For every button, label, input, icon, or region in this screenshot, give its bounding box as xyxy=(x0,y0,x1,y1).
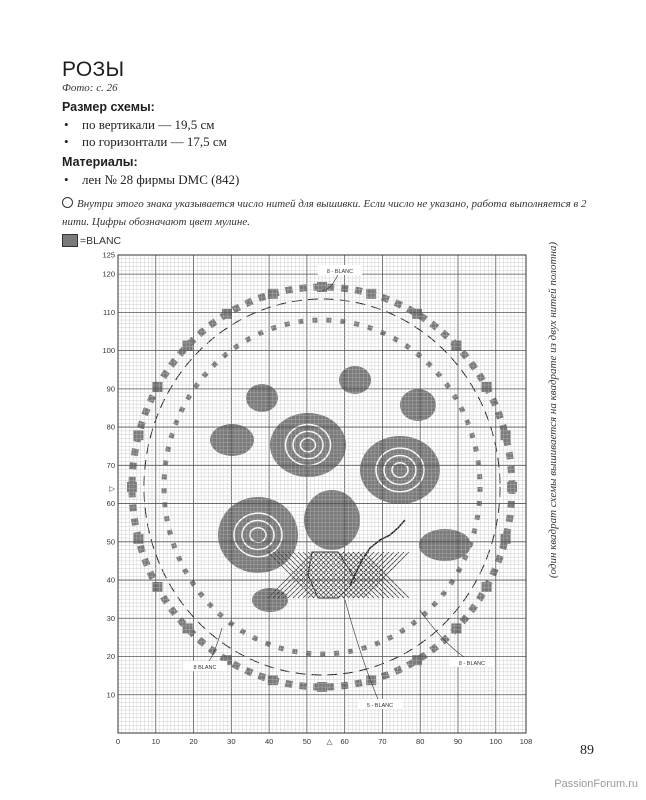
x-tick-label: 60 xyxy=(340,737,349,746)
materials-item: • лен № 28 фирмы DMC (842) xyxy=(82,172,239,188)
y-tick-label: ▷ xyxy=(109,483,115,493)
bud-right xyxy=(400,389,436,421)
leaf-left xyxy=(210,424,254,456)
page-title: РОЗЫ xyxy=(62,58,125,81)
x-tick-label: 30 xyxy=(227,737,236,746)
x-tick-label: 10 xyxy=(151,737,160,746)
y-tick-label: 120 xyxy=(102,269,115,279)
y-tick-label: 100 xyxy=(102,346,115,356)
size-item-horizontal: • по горизонтали — 17,5 см xyxy=(82,134,227,150)
leaf-right xyxy=(419,529,471,561)
legend-label: =BLANC xyxy=(80,234,122,247)
y-tick-label: 80 xyxy=(106,422,115,432)
page-number: 89 xyxy=(580,743,594,758)
y-tick-label: 50 xyxy=(106,537,115,547)
border-bead xyxy=(451,341,461,351)
border-bead xyxy=(501,534,511,544)
y-tick-label: 60 xyxy=(106,499,115,509)
x-tick-label: 108 xyxy=(519,737,533,746)
photo-reference: Фото: с. 26 xyxy=(62,82,118,94)
y-tick-label: 125 xyxy=(102,250,115,260)
border-bead xyxy=(222,309,232,319)
materials-heading: Материалы: xyxy=(62,155,138,169)
y-tick-label: 30 xyxy=(106,613,115,623)
border-bead xyxy=(501,430,511,440)
x-tick-label: △ xyxy=(326,737,333,746)
y-tick-label: 20 xyxy=(106,652,115,662)
bud-top xyxy=(339,366,371,394)
x-tick-label: 70 xyxy=(378,737,387,746)
x-tick-label: 40 xyxy=(264,737,274,746)
x-tick-label: 20 xyxy=(189,737,198,746)
y-tick-label: 40 xyxy=(106,575,115,585)
x-tick-label: 0 xyxy=(115,737,121,746)
y-tick-label: 90 xyxy=(106,384,115,394)
rose-left xyxy=(218,497,298,573)
x-tick-label: 80 xyxy=(416,737,425,746)
thread-note-text: Внутри этого знака указывается число нитей для вышивки. Если число не указано, работа выполняется в 2 нити. Цифры обозначают цвет мулине. xyxy=(62,198,587,228)
side-note-text: (один квадрат схемы вышивается на квадрате из двух нитей полотна) xyxy=(547,241,559,579)
border-bead xyxy=(482,382,492,392)
y-tick-label: 70 xyxy=(106,460,115,470)
x-tick-label: 100 xyxy=(489,737,503,746)
x-tick-label: 50 xyxy=(302,737,312,746)
y-tick-label: 10 xyxy=(106,690,115,700)
callout-right-label: 8 - BLANC xyxy=(458,661,486,667)
border-bead xyxy=(183,623,193,633)
border-bead xyxy=(152,582,162,592)
size-item-vertical: • по вертикали — 19,5 см xyxy=(82,117,214,133)
callout-top-label: 8 - BLANC xyxy=(326,269,354,275)
x-tick-label: 90 xyxy=(453,737,463,746)
leaf-center xyxy=(304,490,360,550)
border-bead xyxy=(133,430,143,440)
hatched-area xyxy=(268,552,409,598)
border-bead xyxy=(482,582,492,592)
y-tick-label: 110 xyxy=(103,307,115,317)
border-bead xyxy=(152,382,162,392)
callout-bottom-label: 5 - BLANC xyxy=(366,703,394,709)
rose-center xyxy=(270,413,346,477)
border-bead xyxy=(507,482,517,492)
border-bead xyxy=(451,623,461,633)
size-heading: Размер схемы: xyxy=(62,100,155,114)
border-bead xyxy=(133,534,143,544)
border-bead xyxy=(127,482,137,492)
watermark: PassionForum.ru xyxy=(554,778,638,790)
border-bead xyxy=(183,341,193,351)
callout-left-label: 8 BLANC xyxy=(193,665,217,671)
